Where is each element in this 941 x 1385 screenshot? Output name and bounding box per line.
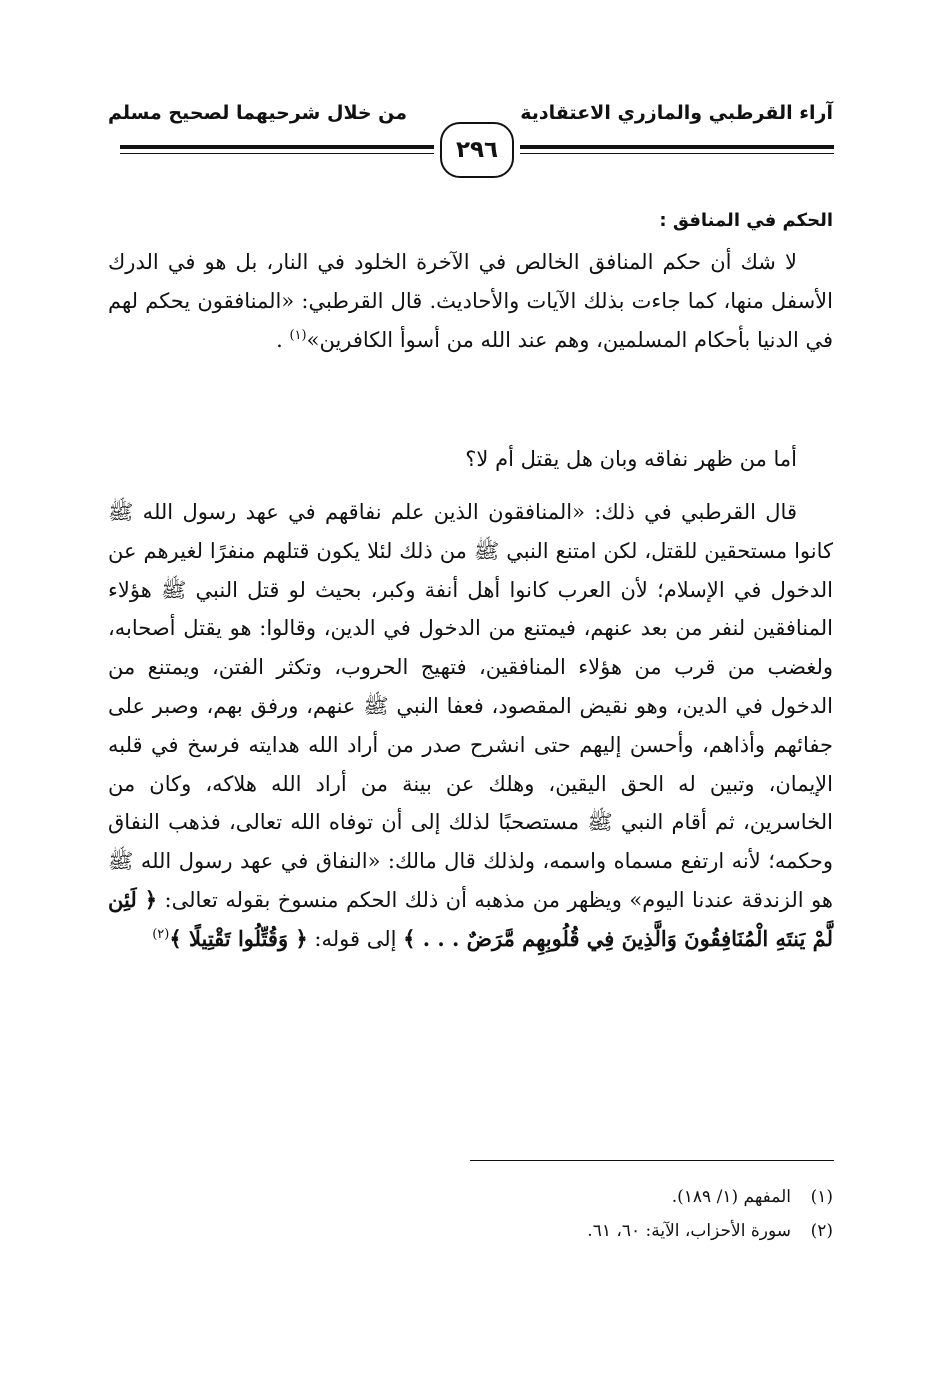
footnote-1 [108,1180,833,1214]
paragraph-1-text: لا شك أن حكم المنافق الخالص في الآخرة الخلود في النار، بل هو في الدرك الأسفل منها، كما جاءت بذلك الآيات والأحاديث. قال القرطبي: «المنافقون يحكم لهم في الدنيا بأحكام المسلمين، وهم عند الله من أسوأ الكافرين» [108,250,833,352]
running-header-subtitle: من خلال شرحيهما لصحيح مسلم [108,102,408,124]
footnote-separator [470,1160,834,1161]
paragraph-3 [108,493,833,959]
header-rule-right-thick [520,145,834,149]
footnote-2 [108,1214,833,1248]
footnote-text: سورة الأحزاب، الآية: ٦٠، ٦١. [587,1221,791,1241]
footnotes [108,1180,833,1248]
section-heading: الحكم في المنافق : [659,210,833,231]
header-rule-left-thin [120,153,434,154]
footnote-number: (١) [810,1187,833,1207]
running-header-book-title: آراء القرطبي والمازري الاعتقادية [520,102,833,124]
paragraph-1 [108,243,833,359]
footnote-ref-1: (١) [289,327,307,343]
footnote-text: المفهم (١/ ١٨٩). [671,1187,791,1207]
paragraph-3-text: قال القرطبي في ذلك: «المنافقون الذين علم نفاقهم في عهد رسول الله ﷺ كانوا مستحقين للقتل، لكن امتنع النبي ﷺ من ذلك لئلا يكون قتلهم منفرًا لغيرهم عن الدخول في الإسلام؛ لأن العرب كانوا أهل أنفة وكبر، بحيث لو قتل النبي ﷺ هؤلاء المنافقين لنفر من بعد عنهم، فيمتنع من الدخول في الدين، وقالوا: هو يقتل أصحابه، ولغضب من قرب من هؤلاء المنافقين، فتهيج الحروب، وتكثر الفتن، ويمتنع من الدخول في الدين، وهو نقيض المقصود، فعفا النبي ﷺ عنهم، ورفق بهم، وصبر على جفائهم وأذاهم، وأحسن إليهم حتى انشرح صدر من أراد الله هدايته فرسخ في قلبه الإيمان، وتبين له الحق اليقين، وهلك عن بينة من أراد الله هلاكه، وكان من الخاسرين، ثم أقام النبي ﷺ مستصحبًا لذلك إلى أن توفاه الله تعالى، فذهب النفاق وحكمه؛ لأنه ارتفع مسماه واسمه، ولذلك قال مالك: «النفاق في عهد رسول الله ﷺ هو الزندقة عندنا اليوم» ويظهر من مذهبه أن ذلك الحكم منسوخ بقوله تعالى: [108,500,833,912]
paragraph-3-middle: إلى قوله: [307,926,404,951]
paragraph-1-tail: . [276,327,290,352]
paragraph-2: أما من ظهر نفاقه وبان هل يقتل أم لا؟ [465,447,797,471]
header-rule-right-thin [520,153,834,154]
quran-verse-2: ﴿ وَقُتِّلُوا تَقْتِيلًا ﴾ [169,925,308,951]
quran-verse-1: ﴿ لَئِن لَّمْ يَنتَهِ الْمُنَافِقُونَ وَالَّذِينَ فِي قُلُوبِهِم مَّرَضٌ . . . ﴾ [108,886,833,951]
header-rule-left-thick [120,145,434,149]
footnote-ref-2: (٢) [152,926,170,942]
footnote-number: (٢) [810,1221,833,1241]
page-number: ٢٩٦ [440,122,514,178]
